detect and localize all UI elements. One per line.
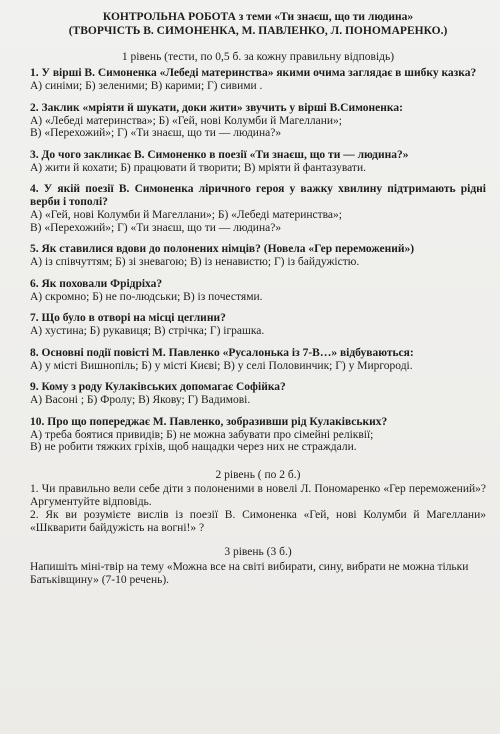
question-4 [30, 183, 486, 234]
level-2-heading: 2 рівень ( по 2 б.) [215, 468, 301, 481]
question-3 [30, 149, 486, 175]
answer-options: А) «Лебеді материнства»; Б) «Гей, нові Колумби й Магеллани»; [30, 114, 342, 127]
question-1 [30, 67, 486, 93]
answer-options: А) Васоні ; Б) Фролу; В) Якову; Г) Вадимові. [30, 394, 251, 406]
answer-options: В) «Перехожий»; Г) «Ти знаєш, що ти — людина?» [30, 221, 282, 234]
answer-options: А) треба боятися привидів; Б) не можна забувати про сімейні реліквії; [30, 428, 374, 441]
answer-options: А) із співчуттям; Б) зі зневагою; В) із ненавистю; Г) із байдужістю. [30, 256, 360, 268]
question-8 [30, 347, 486, 373]
answer-options: А) «Гей, нові Колумби й Магеллани»; Б) «Лебеді материнства»; [30, 209, 342, 221]
answer-options: А) жити й кохати; Б) працювати й творити; В) мріяти й фантазувати. [30, 161, 366, 174]
level-2-tasks [30, 483, 486, 535]
answer-options: А) синіми; Б) зеленими; В) карими; Г) сивими . [30, 80, 263, 92]
document-subtitle: (ТВОРЧІСТЬ В. СИМОНЕНКА, М. ПАВЛЕНКО, Л. ПОНОМАРЕНКО.) [68, 25, 448, 37]
question-text: 9. Кому з роду Кулаківських допомагає Софійка? [30, 381, 286, 393]
question-text: 2. Заклик «мріяти й шукати, доки жити» звучить у вірші В.Симоненка: [30, 101, 403, 114]
question-9 [30, 381, 486, 407]
question-text: 3. До чого закликає В. Симоненко в поезії «Ти знаєш, що ти — людина?» [30, 148, 409, 161]
answer-options: В) не робити тяжких гріхів, щоб нащадки через них не страждали. [30, 441, 357, 453]
question-text: 7. Що було в отворі на місці цеглини? [30, 312, 226, 324]
answer-options: А) у місті Вишнопіль; Б) у місті Києві; В) у селі Половинчик; Г) у Миргороді. [30, 359, 413, 372]
answer-options: А) скромно; Б) не по-людськи; В) із почестями. [30, 290, 263, 303]
question-6 [30, 278, 486, 304]
answer-options: В) «Перехожий»; Г) «Ти знаєш, що ти — людина?» [30, 127, 282, 139]
level-3-heading: 3 рівень (3 б.) [224, 545, 292, 558]
question-text: 4. У якій поезії В. Симоненка ліричного героя у важку хвилину підтримають рідні верби і тополі? [30, 183, 486, 208]
level-1-heading: 1 рівень (тести, по 0,5 б. за кожну правильну відповідь) [121, 51, 395, 63]
question-text: 1. У вірші В. Симоненка «Лебеді материнства» якими очима заглядає в шибку казка? [30, 67, 477, 79]
document-title: КОНТРОЛЬНА РОБОТА з теми «Ти знаєш, що ти людина» [102, 11, 414, 23]
question-2 [30, 102, 486, 140]
question-text: 6. Як поховали Фрідріха? [30, 277, 163, 290]
question-7 [30, 312, 486, 338]
question-5 [30, 243, 486, 269]
level-3-task: Напишіть міні-твір на тему «Можна все на світі вибирати, сину, вибрати не можна тільки Батьківщину» (7-10 речень). [30, 560, 469, 586]
level-2-task-2: 2. Як ви розумієте вислів із поезії В. Симоненка «Гей, нові Колумби й Магеллани» «Шкварити байдужість на вогні!» ? [30, 508, 486, 534]
question-10 [30, 416, 486, 454]
question-text: 5. Як ставилися вдови до полонених німців? (Новела «Гер переможений») [30, 243, 415, 255]
question-text: 8. Основні події повісті М. Павленко «Русалонька із 7-В…» відбуваються: [30, 346, 414, 359]
questions-list [30, 67, 486, 454]
answer-options: А) хустина; Б) рукавиця; В) стрічка; Г) іграшка. [30, 325, 265, 337]
question-text: 10. Про що попереджає М. Павленко, зобразивши рід Кулаківських? [30, 415, 388, 428]
level-2-task-1: 1. Чи правильно вели себе діти з полоненими в новелі Л. Пономаренко «Гер переможений»? Аргументуйте відповідь. [30, 482, 486, 508]
